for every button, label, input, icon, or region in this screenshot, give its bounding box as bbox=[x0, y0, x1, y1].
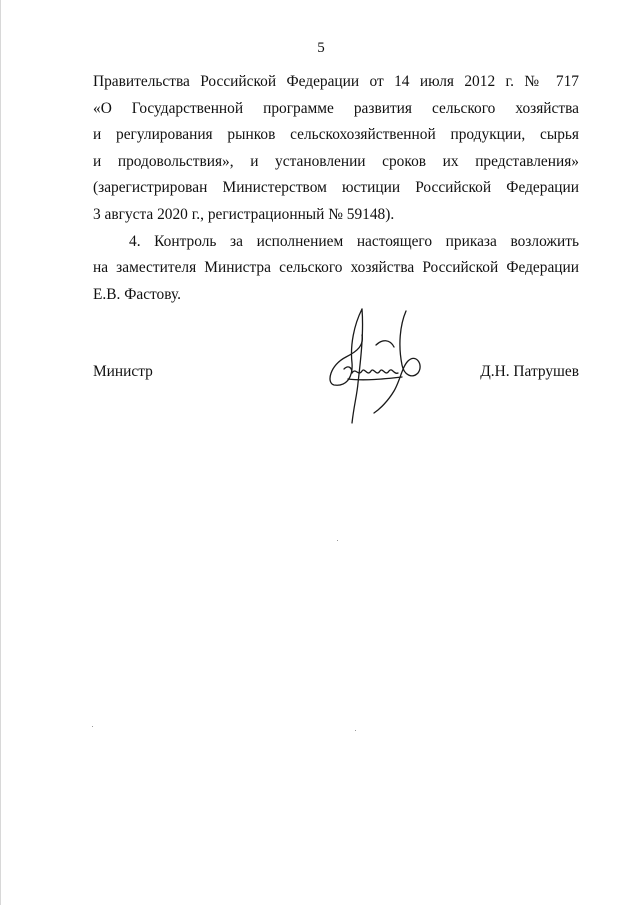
text-line: (зарегистрирован Министерством юстиции Российской Федерации bbox=[93, 179, 579, 197]
text-line: 4. Контроль за исполнением настоящего приказа возложить bbox=[129, 232, 579, 250]
scan-speck bbox=[92, 726, 93, 727]
paragraph-1 bbox=[93, 69, 579, 229]
scan-speck bbox=[355, 730, 356, 731]
text-line: «О Государственной программе развития сельского хозяйства bbox=[93, 99, 579, 117]
handwritten-signature-icon bbox=[324, 305, 424, 430]
signatory-title: Министр bbox=[93, 363, 153, 380]
text-line: Е.В. Фастову. bbox=[93, 285, 181, 303]
signatory-name: Д.Н. Патрушев bbox=[480, 363, 579, 380]
paragraph-2 bbox=[93, 229, 579, 309]
document-body bbox=[93, 69, 579, 308]
text-line: Правительства Российской Федерации от 14 июля 2012 г. № 717 bbox=[93, 73, 579, 90]
text-line: 3 августа 2020 г., регистрационный № 59148). bbox=[93, 205, 395, 223]
scan-speck bbox=[337, 540, 338, 541]
page-number: 5 bbox=[317, 40, 325, 56]
text-line: на заместителя Министра сельского хозяйства Российской Федерации bbox=[93, 259, 579, 277]
text-line: и регулирования рынков сельскохозяйственной продукции, сырья bbox=[93, 126, 579, 144]
text-line: и продовольствия», и установлении сроков их представления» bbox=[93, 152, 579, 170]
